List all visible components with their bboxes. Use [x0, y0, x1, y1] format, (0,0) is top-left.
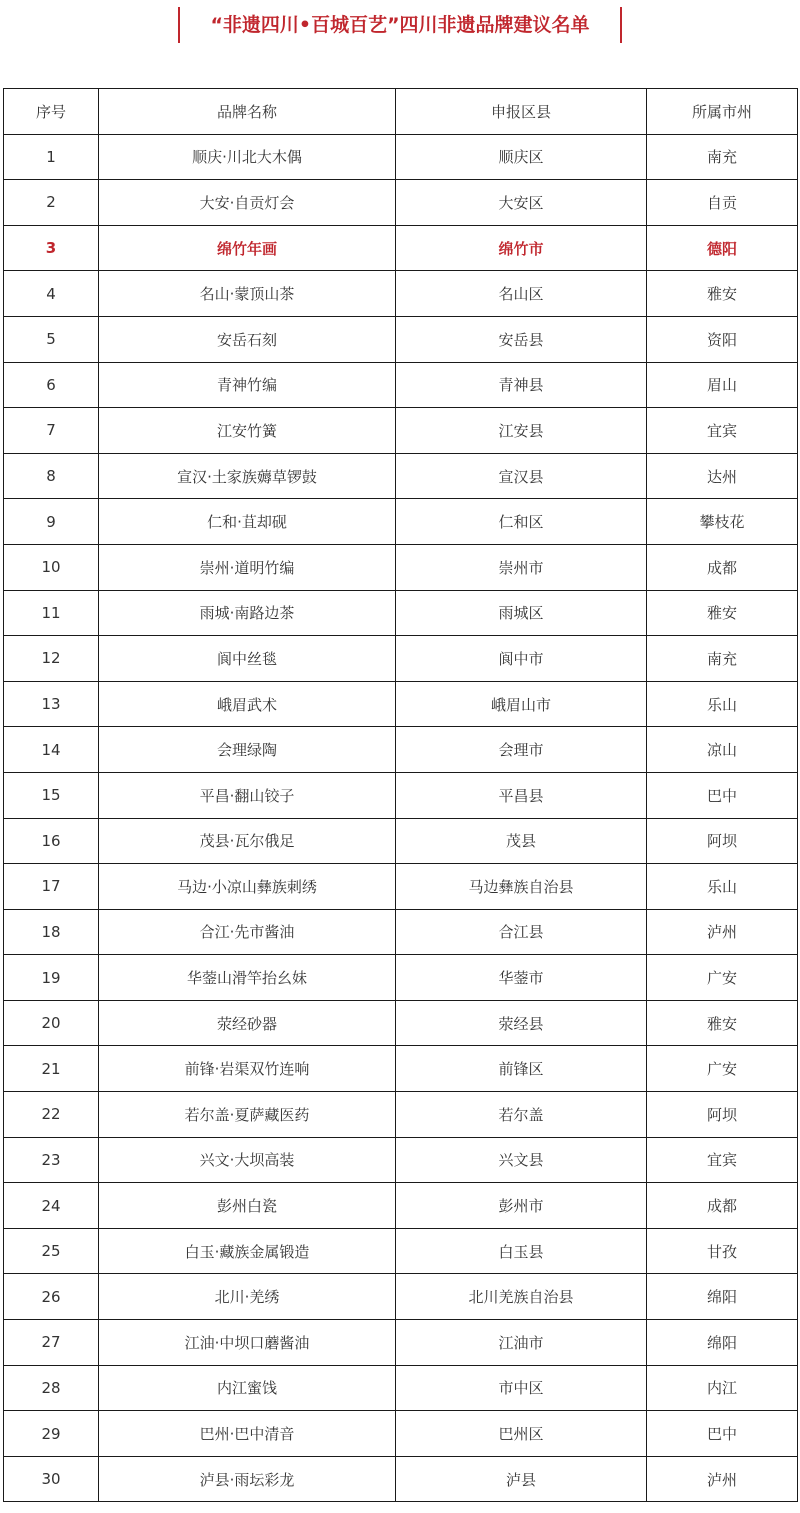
cell-district: 彭州市: [396, 1183, 647, 1229]
cell-city: 资阳: [647, 316, 798, 362]
cell-district: 前锋区: [396, 1046, 647, 1092]
table-row: [4, 134, 798, 180]
cell-city: 巴中: [647, 1411, 798, 1457]
table-row: [4, 727, 798, 773]
table-row: [4, 1000, 798, 1046]
table-row: [4, 180, 798, 226]
cell-index: 24: [4, 1183, 99, 1229]
cell-index: 25: [4, 1228, 99, 1274]
cell-index: 12: [4, 636, 99, 682]
cell-index: 10: [4, 544, 99, 590]
cell-index: 13: [4, 681, 99, 727]
cell-district: 江安县: [396, 408, 647, 454]
cell-city: 内江: [647, 1365, 798, 1411]
column-header-index: 序号: [4, 89, 99, 135]
cell-index: 28: [4, 1365, 99, 1411]
table-row: [4, 1092, 798, 1138]
cell-brand-name: 名山·蒙顶山茶: [99, 271, 396, 317]
table-header-row: [4, 89, 798, 135]
cell-brand-name: 青神竹编: [99, 362, 396, 408]
table-row: [4, 1274, 798, 1320]
cell-city: 阿坝: [647, 818, 798, 864]
cell-district: 合江县: [396, 909, 647, 955]
cell-city: 达州: [647, 453, 798, 499]
cell-district: 兴文县: [396, 1137, 647, 1183]
cell-district: 茂县: [396, 818, 647, 864]
table-row: [4, 1365, 798, 1411]
page-title: “非遗四川•百城百艺”四川非遗品牌建议名单: [178, 7, 622, 43]
table-row: [4, 1411, 798, 1457]
cell-index: 29: [4, 1411, 99, 1457]
cell-city: 巴中: [647, 772, 798, 818]
cell-city: 泸州: [647, 909, 798, 955]
column-header-city: 所属市州: [647, 89, 798, 135]
cell-brand-name: 江油·中坝口蘑酱油: [99, 1320, 396, 1366]
cell-city: 甘孜: [647, 1228, 798, 1274]
cell-brand-name: 白玉·藏族金属锻造: [99, 1228, 396, 1274]
cell-district: 荥经县: [396, 1000, 647, 1046]
cell-brand-name: 宣汉·土家族薅草锣鼓: [99, 453, 396, 499]
cell-index: 7: [4, 408, 99, 454]
cell-brand-name: 雨城·南路边茶: [99, 590, 396, 636]
cell-brand-name: 合江·先市酱油: [99, 909, 396, 955]
cell-city: 雅安: [647, 590, 798, 636]
table-row: [4, 362, 798, 408]
cell-index: 11: [4, 590, 99, 636]
cell-index: 16: [4, 818, 99, 864]
cell-city: 南充: [647, 636, 798, 682]
cell-brand-name: 顺庆·川北大木偶: [99, 134, 396, 180]
table-row: [4, 453, 798, 499]
cell-city: 宜宾: [647, 408, 798, 454]
table-body: [4, 134, 798, 1502]
cell-index: 15: [4, 772, 99, 818]
brand-list-table: [3, 88, 798, 1502]
cell-index: 1: [4, 134, 99, 180]
cell-city: 雅安: [647, 1000, 798, 1046]
cell-index: 14: [4, 727, 99, 773]
table-row: [4, 1320, 798, 1366]
cell-brand-name: 荥经砂器: [99, 1000, 396, 1046]
cell-district: 大安区: [396, 180, 647, 226]
cell-district: 白玉县: [396, 1228, 647, 1274]
cell-district: 巴州区: [396, 1411, 647, 1457]
table-row: [4, 772, 798, 818]
cell-index: 23: [4, 1137, 99, 1183]
cell-brand-name: 平昌·翻山铰子: [99, 772, 396, 818]
cell-city: 绵阳: [647, 1320, 798, 1366]
cell-index: 3: [4, 225, 99, 271]
cell-district: 泸县: [396, 1456, 647, 1502]
cell-brand-name: 内江蜜饯: [99, 1365, 396, 1411]
cell-district: 崇州市: [396, 544, 647, 590]
table-row: [4, 225, 798, 271]
cell-district: 顺庆区: [396, 134, 647, 180]
cell-district: 马边彝族自治县: [396, 864, 647, 910]
table-row: [4, 955, 798, 1001]
table-row: [4, 636, 798, 682]
cell-city: 泸州: [647, 1456, 798, 1502]
cell-index: 17: [4, 864, 99, 910]
cell-brand-name: 前锋·岩渠双竹连响: [99, 1046, 396, 1092]
table-row: [4, 818, 798, 864]
cell-city: 德阳: [647, 225, 798, 271]
cell-city: 南充: [647, 134, 798, 180]
cell-index: 5: [4, 316, 99, 362]
cell-district: 绵竹市: [396, 225, 647, 271]
cell-index: 22: [4, 1092, 99, 1138]
table-row: [4, 271, 798, 317]
cell-city: 绵阳: [647, 1274, 798, 1320]
cell-index: 21: [4, 1046, 99, 1092]
cell-index: 18: [4, 909, 99, 955]
table-row: [4, 1046, 798, 1092]
column-header-brand-name: 品牌名称: [99, 89, 396, 135]
cell-brand-name: 马边·小凉山彝族刺绣: [99, 864, 396, 910]
cell-brand-name: 崇州·道明竹编: [99, 544, 396, 590]
cell-brand-name: 阆中丝毯: [99, 636, 396, 682]
column-header-district: 申报区县: [396, 89, 647, 135]
cell-district: 会理市: [396, 727, 647, 773]
cell-index: 6: [4, 362, 99, 408]
cell-brand-name: 茂县·瓦尔俄足: [99, 818, 396, 864]
table-row: [4, 316, 798, 362]
cell-district: 市中区: [396, 1365, 647, 1411]
table-row: [4, 408, 798, 454]
table-row: [4, 1228, 798, 1274]
cell-index: 30: [4, 1456, 99, 1502]
cell-brand-name: 华蓥山滑竿抬幺妹: [99, 955, 396, 1001]
cell-index: 20: [4, 1000, 99, 1046]
cell-district: 青神县: [396, 362, 647, 408]
table-row: [4, 864, 798, 910]
cell-brand-name: 泸县·雨坛彩龙: [99, 1456, 396, 1502]
cell-district: 仁和区: [396, 499, 647, 545]
table-row: [4, 544, 798, 590]
cell-brand-name: 江安竹簧: [99, 408, 396, 454]
cell-district: 安岳县: [396, 316, 647, 362]
cell-brand-name: 彭州白瓷: [99, 1183, 396, 1229]
cell-city: 广安: [647, 1046, 798, 1092]
cell-district: 平昌县: [396, 772, 647, 818]
cell-brand-name: 兴文·大坝高装: [99, 1137, 396, 1183]
cell-index: 19: [4, 955, 99, 1001]
cell-city: 乐山: [647, 864, 798, 910]
cell-city: 凉山: [647, 727, 798, 773]
cell-city: 成都: [647, 1183, 798, 1229]
cell-district: 若尔盖: [396, 1092, 647, 1138]
cell-index: 27: [4, 1320, 99, 1366]
cell-district: 北川羌族自治县: [396, 1274, 647, 1320]
cell-city: 广安: [647, 955, 798, 1001]
cell-index: 2: [4, 180, 99, 226]
cell-district: 江油市: [396, 1320, 647, 1366]
cell-index: 9: [4, 499, 99, 545]
cell-city: 攀枝花: [647, 499, 798, 545]
cell-brand-name: 仁和·苴却砚: [99, 499, 396, 545]
table-row: [4, 590, 798, 636]
cell-brand-name: 绵竹年画: [99, 225, 396, 271]
cell-district: 名山区: [396, 271, 647, 317]
cell-brand-name: 巴州·巴中清音: [99, 1411, 396, 1457]
cell-brand-name: 安岳石刻: [99, 316, 396, 362]
table-row: [4, 681, 798, 727]
table-row: [4, 1183, 798, 1229]
cell-brand-name: 若尔盖·夏萨藏医药: [99, 1092, 396, 1138]
cell-index: 4: [4, 271, 99, 317]
cell-district: 宣汉县: [396, 453, 647, 499]
cell-index: 26: [4, 1274, 99, 1320]
cell-city: 阿坝: [647, 1092, 798, 1138]
cell-district: 雨城区: [396, 590, 647, 636]
cell-city: 眉山: [647, 362, 798, 408]
cell-city: 乐山: [647, 681, 798, 727]
cell-district: 阆中市: [396, 636, 647, 682]
cell-city: 自贡: [647, 180, 798, 226]
cell-city: 成都: [647, 544, 798, 590]
table-row: [4, 1137, 798, 1183]
cell-brand-name: 大安·自贡灯会: [99, 180, 396, 226]
cell-district: 峨眉山市: [396, 681, 647, 727]
table-row: [4, 1456, 798, 1502]
cell-brand-name: 北川·羌绣: [99, 1274, 396, 1320]
cell-district: 华蓥市: [396, 955, 647, 1001]
table-row: [4, 499, 798, 545]
cell-brand-name: 会理绿陶: [99, 727, 396, 773]
table-row: [4, 909, 798, 955]
cell-city: 宜宾: [647, 1137, 798, 1183]
cell-index: 8: [4, 453, 99, 499]
cell-city: 雅安: [647, 271, 798, 317]
cell-brand-name: 峨眉武术: [99, 681, 396, 727]
